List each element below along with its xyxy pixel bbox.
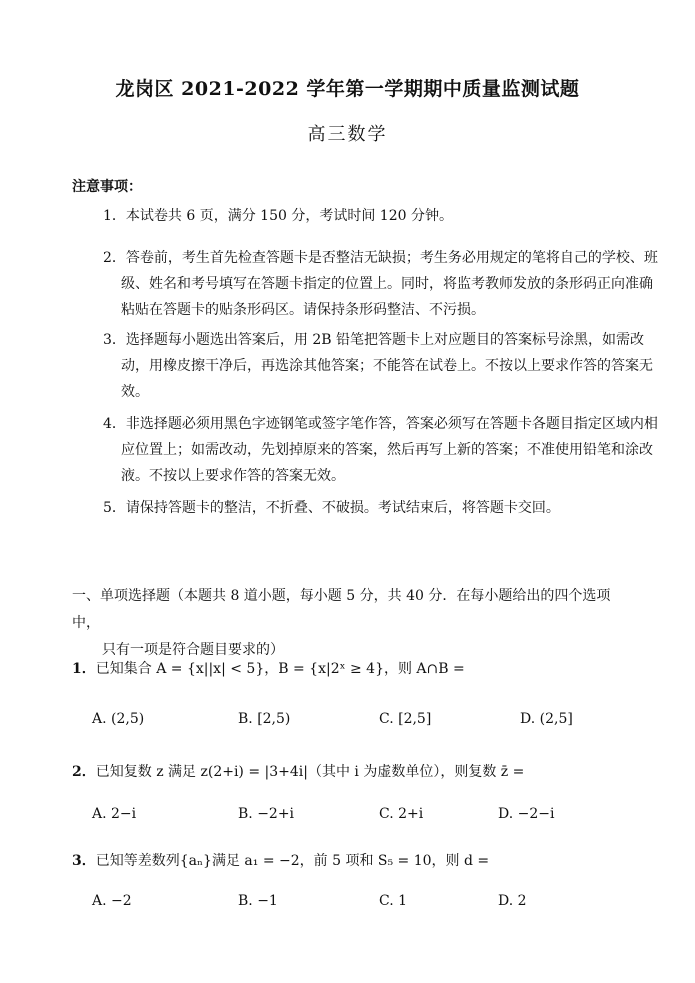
question-1-text-b: ，则 A∩B = [383,661,465,677]
question-3-option-c: C. 1 [379,893,408,909]
question-2-option-a: A. 2−i [92,806,137,822]
question-2-option-d: D. −2−i [498,806,555,822]
question-3-text: 已知等差数列{aₙ}满足 a₁ = −2，前 5 项和 S₅ = 10，则 d = [95,853,490,869]
question-2 [72,761,524,781]
section-heading-line1: 一、单项选择题（本题共 8 道小题，每小题 5 分，共 40 分．在每小题给出的四个选项中， [72,588,611,631]
question-2-option-c: C. 2+i [379,806,424,822]
notice-item-5: 5．请保持答题卡的整洁，不折叠、不破损。考试结束后，将答题卡交回。 [103,500,560,516]
notice-item-1: 1．本试卷共 6 页，满分 150 分，考试时间 120 分钟。 [103,208,453,224]
question-1-option-c: C. [2,5] [379,711,432,727]
notice-item-4: 4．非选择题必须用黑色字迹钢笔或签字笔作答，答案必须写在答题卡各题目指定区域内相应位置上；如需改动，先划掉原来的答案，然后再写上新的答案；不准使用铅笔和涂改液。不按以上要求作答的答案无效。 [103,416,658,484]
page-subtitle: 高三数学 [307,124,388,145]
question-1-set-b: B = {x|2ˣ ≥ 4} [278,661,384,677]
question-1-option-a: A. (2,5) [92,711,145,727]
notice-heading: 注意事项： [72,179,142,195]
question-1-sep: ， [264,661,279,677]
question-3-option-d: D. 2 [498,893,527,909]
question-3-option-b: B. −1 [238,893,278,909]
question-2-number: 2． [72,764,96,780]
notice-item-3: 3．选择题每小题选出答案后，用 2B 铅笔把答题卡上对应题目的答案标号涂黑，如需改动，用橡皮擦干净后，再选涂其他答案；不能答在试卷上。不按以上要求作答的答案无效。 [103,332,653,400]
question-1-number: 1． [72,661,96,677]
question-3-number: 3． [72,853,96,869]
page-title: 龙岗区 2021-2022 学年第一学期期中质量监测试题 [115,78,580,100]
question-1 [72,658,465,678]
question-3-option-a: A. −2 [92,893,132,909]
section-heading [72,583,632,664]
question-1-option-b: B. [2,5) [238,711,291,727]
section-heading-line2: 只有一项是符合题目要求的） [102,642,284,658]
question-1-text-a: 已知集合 [95,661,157,677]
question-1-set-a: A = {x||x| < 5} [156,661,265,677]
question-2-option-b: B. −2+i [238,806,295,822]
question-1-option-d: D. (2,5] [520,711,573,727]
question-3 [72,850,489,870]
notice-item-2: 2．答卷前，考生首先检查答题卡是否整洁无缺损；考生务必用规定的笔将自己的学校、班级、姓名和考号填写在答题卡指定的位置上。同时，将监考教师发放的条形码正向准确粘贴在答题卡的贴条形码区。请保持条形码整洁、不污损。 [103,250,658,318]
question-2-text: 已知复数 z 满足 z(2+i) = |3+4i|（其中 i 为虚数单位），则复数 z̄ = [95,764,525,780]
